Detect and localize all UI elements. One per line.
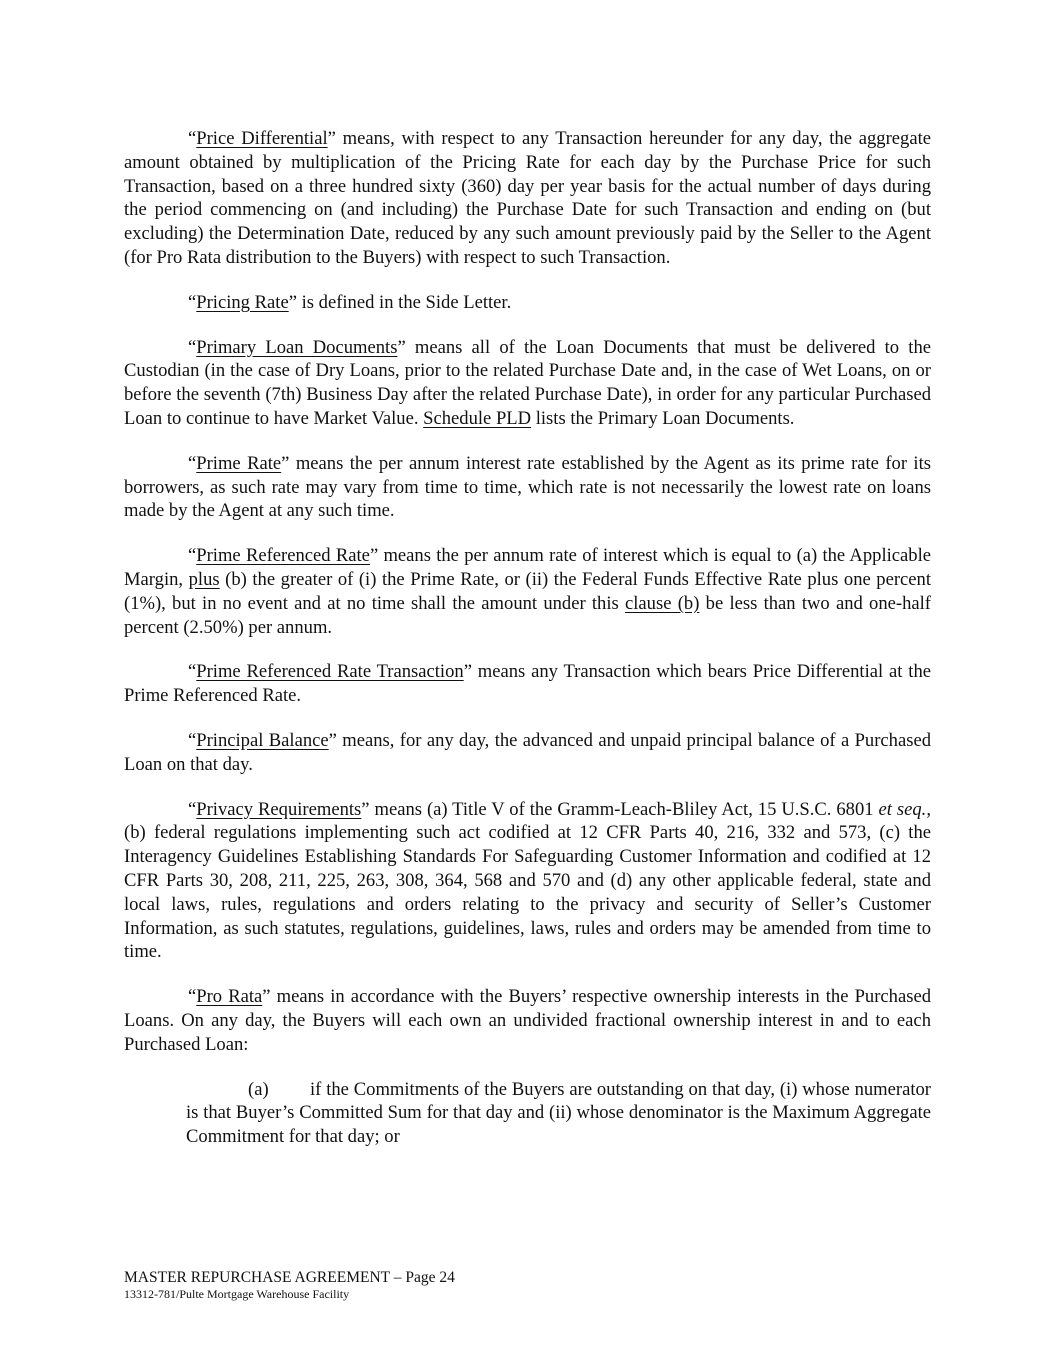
definition-price-differential: “Price Differential” means, with respect to any Transaction hereunder for any day, the aggregate amount obtained by multiplication of the Pricing Rate for each day by the Purchase Price for such Transaction, based on a three hundred sixty (360) day per year basis for the actual number of days during the period commencing on (and including) the Purchase Date for such Transaction and ending on (but excluding) the Determination Date, reduced by any such amount previously paid by the Seller to the Agent (for Pro Rata distribution to the Buyers) with respect to such Transaction.	[124, 128, 931, 268]
defined-term: Prime Rate	[196, 452, 282, 474]
defined-term: Primary Loan Documents	[196, 336, 398, 358]
clause-marker: (a)	[248, 1078, 269, 1100]
pro-rata-clause-a: (a) if the Commitments of the Buyers are outstanding on that day, (i) whose numerator is that Buyer’s Committed Sum for that day and (ii) whose denominator is the Maximum Aggregate Commitment for that day; or	[186, 1078, 931, 1148]
defined-term: Prime Referenced Rate Transaction	[196, 661, 464, 683]
defined-term: Pricing Rate	[196, 291, 289, 313]
clause-reference: clause (b)	[625, 592, 700, 614]
definition-pro-rata: “Pro Rata” means in accordance with the Buyers’ respective ownership interests in the Purchased Loans. On any day, the Buyers will each own an undivided fractional ownership interest in and to each Purchased Loan:	[124, 986, 931, 1055]
definition-prime-rate: “Prime Rate” means the per annum interest rate established by the Agent as its prime rate for its borrowers, as such rate may vary from time to time, which rate is not necessarily the lowest rate on loans made by the Agent at any such time.	[124, 452, 931, 522]
definition-principal-balance: “Principal Balance” means, for any day, the advanced and unpaid principal balance of a Purchased Loan on that day.	[124, 729, 931, 775]
defined-term: Privacy Requirements	[196, 798, 362, 820]
et-seq-italic: et seq.	[878, 798, 927, 820]
schedule-reference: Schedule PLD	[423, 407, 532, 429]
plus-emphasis: plus	[188, 568, 220, 590]
defined-term: Pro Rata	[196, 986, 263, 1008]
definition-prime-referenced-rate: “Prime Referenced Rate” means the per annum rate of interest which is equal to (a) the Applicable Margin, plus (b) the greater of (i) the Prime Rate, or (ii) the Federal Funds Effective Rate plus one percent (1%), but in no event and at no time shall the amount under this clause (b) be less than two and one-half percent (2.50%) per annum.	[124, 545, 932, 638]
definition-privacy-requirements: “Privacy Requirements” means (a) Title V of the Gramm-Leach-Bliley Act, 15 U.S.C. 6801 et seq., (b) federal regulations implementing such act codified at 12 CFR Parts 40, 216, 332 and 573, (c) the Interagency Guidelines Establishing Standards For Safeguarding Customer Information and codified at 12 CFR Parts 30, 208, 211, 225, 263, 308, 364, 568 and 570 and (d) any other applicable federal, state and local laws, rules, regulations and orders relating to the privacy and security of Seller’s Customer Information, as such statutes, regulations, guidelines, laws, rules and orders may be amended from time to time.	[124, 798, 931, 963]
defined-term: Principal Balance	[196, 729, 329, 751]
footer-title: MASTER REPURCHASE AGREEMENT – Page 24	[124, 1269, 455, 1286]
defined-term: Prime Referenced Rate	[196, 545, 370, 567]
defined-term: Price Differential	[196, 128, 328, 149]
definition-primary-loan-documents: “Primary Loan Documents” means all of the Loan Documents that must be delivered to the Custodian (in the case of Dry Loans, prior to the related Purchase Date and, in the case of Wet Loans, on or before the seventh (7th) Business Day after the related Purchase Date), in order for any particular Purchased Loan to continue to have Market Value. Schedule PLD lists the Primary Loan Documents.	[124, 336, 932, 429]
page-footer	[124, 1269, 455, 1302]
definition-prime-referenced-rate-transaction: “Prime Referenced Rate Transaction” means any Transaction which bears Price Differential at the Prime Referenced Rate.	[124, 661, 931, 707]
definition-pricing-rate: “Pricing Rate” is defined in the Side Letter.	[188, 291, 512, 313]
document-body	[124, 127, 931, 1149]
footer-document-code: 13312-781/Pulte Mortgage Warehouse Facility	[124, 1287, 350, 1301]
